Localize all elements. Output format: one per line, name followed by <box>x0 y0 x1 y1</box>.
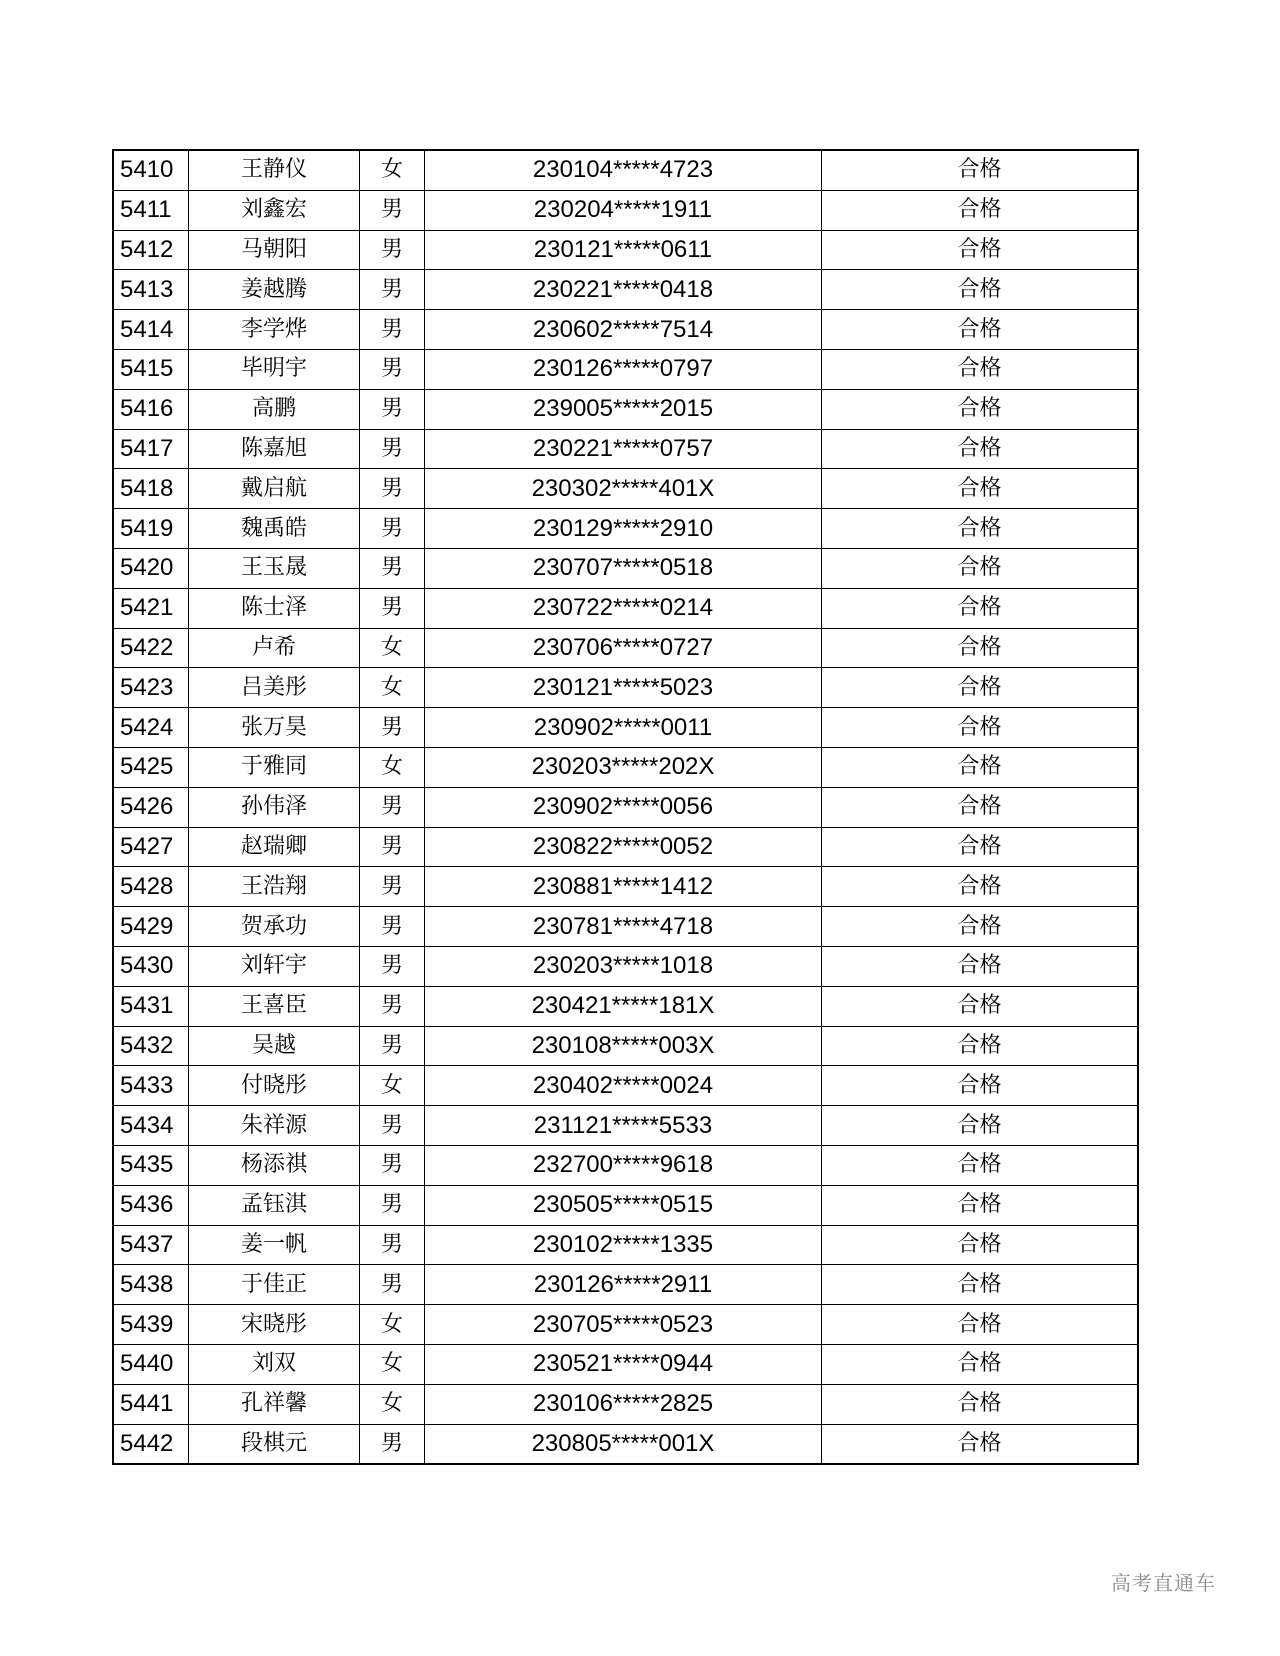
cell-result: 合格 <box>822 946 1139 986</box>
cell-number: 5435 <box>113 1145 189 1185</box>
table-row <box>113 1265 1138 1305</box>
cell-number: 5416 <box>113 389 189 429</box>
table-row <box>113 787 1138 827</box>
table-row <box>113 270 1138 310</box>
cell-id-number: 230722*****0214 <box>425 588 822 628</box>
table-row <box>113 1145 1138 1185</box>
cell-name: 吴越 <box>189 1026 360 1066</box>
cell-number: 5412 <box>113 230 189 270</box>
cell-name: 刘轩宇 <box>189 946 360 986</box>
cell-name: 姜一帆 <box>189 1225 360 1265</box>
table-row <box>113 827 1138 867</box>
cell-result: 合格 <box>822 787 1139 827</box>
table-row <box>113 1384 1138 1424</box>
cell-gender: 男 <box>360 1185 425 1225</box>
table-row <box>113 429 1138 469</box>
cell-gender: 女 <box>360 150 425 190</box>
cell-name: 戴启航 <box>189 469 360 509</box>
table-row <box>113 469 1138 509</box>
cell-number: 5433 <box>113 1066 189 1106</box>
cell-gender: 女 <box>360 668 425 708</box>
cell-name: 王玉晟 <box>189 548 360 588</box>
cell-name: 于雅同 <box>189 747 360 787</box>
cell-id-number: 230204*****1911 <box>425 190 822 230</box>
cell-id-number: 230781*****4718 <box>425 907 822 947</box>
cell-name: 马朝阳 <box>189 230 360 270</box>
table-row <box>113 548 1138 588</box>
cell-result: 合格 <box>822 1145 1139 1185</box>
cell-gender: 女 <box>360 747 425 787</box>
table-row <box>113 310 1138 350</box>
cell-gender: 男 <box>360 787 425 827</box>
cell-name: 高鹏 <box>189 389 360 429</box>
cell-name: 赵瑞卿 <box>189 827 360 867</box>
cell-result: 合格 <box>822 389 1139 429</box>
cell-id-number: 230902*****0056 <box>425 787 822 827</box>
cell-id-number: 232700*****9618 <box>425 1145 822 1185</box>
cell-id-number: 230203*****202X <box>425 747 822 787</box>
cell-id-number: 230707*****0518 <box>425 548 822 588</box>
table-row <box>113 867 1138 907</box>
cell-id-number: 230805*****001X <box>425 1424 822 1464</box>
cell-name: 宋晓彤 <box>189 1305 360 1345</box>
cell-gender: 男 <box>360 548 425 588</box>
cell-number: 5436 <box>113 1185 189 1225</box>
cell-gender: 男 <box>360 469 425 509</box>
cell-name: 贺承功 <box>189 907 360 947</box>
cell-name: 吕美彤 <box>189 668 360 708</box>
cell-id-number: 230102*****1335 <box>425 1225 822 1265</box>
cell-number: 5421 <box>113 588 189 628</box>
cell-number: 5441 <box>113 1384 189 1424</box>
cell-gender: 女 <box>360 1384 425 1424</box>
cell-name: 孟钰淇 <box>189 1185 360 1225</box>
cell-number: 5430 <box>113 946 189 986</box>
cell-number: 5429 <box>113 907 189 947</box>
cell-gender: 男 <box>360 1106 425 1146</box>
cell-number: 5420 <box>113 548 189 588</box>
cell-gender: 男 <box>360 867 425 907</box>
cell-gender: 男 <box>360 509 425 549</box>
cell-number: 5419 <box>113 509 189 549</box>
table-row <box>113 986 1138 1026</box>
table-row <box>113 230 1138 270</box>
table-row <box>113 1185 1138 1225</box>
cell-gender: 男 <box>360 708 425 748</box>
cell-gender: 男 <box>360 907 425 947</box>
cell-result: 合格 <box>822 349 1139 389</box>
cell-number: 5442 <box>113 1424 189 1464</box>
cell-id-number: 239005*****2015 <box>425 389 822 429</box>
cell-gender: 男 <box>360 946 425 986</box>
cell-number: 5432 <box>113 1026 189 1066</box>
cell-result: 合格 <box>822 1265 1139 1305</box>
cell-gender: 女 <box>360 1305 425 1345</box>
cell-result: 合格 <box>822 230 1139 270</box>
cell-result: 合格 <box>822 1106 1139 1146</box>
cell-id-number: 230121*****5023 <box>425 668 822 708</box>
cell-id-number: 230221*****0418 <box>425 270 822 310</box>
cell-number: 5414 <box>113 310 189 350</box>
results-table-body <box>113 150 1138 1464</box>
cell-id-number: 230203*****1018 <box>425 946 822 986</box>
cell-result: 合格 <box>822 270 1139 310</box>
cell-result: 合格 <box>822 1225 1139 1265</box>
cell-name: 王浩翔 <box>189 867 360 907</box>
cell-result: 合格 <box>822 1026 1139 1066</box>
table-row <box>113 668 1138 708</box>
table-row <box>113 588 1138 628</box>
cell-gender: 女 <box>360 1344 425 1384</box>
cell-id-number: 230402*****0024 <box>425 1066 822 1106</box>
cell-id-number: 230706*****0727 <box>425 628 822 668</box>
cell-id-number: 231121*****5533 <box>425 1106 822 1146</box>
cell-result: 合格 <box>822 907 1139 947</box>
cell-number: 5434 <box>113 1106 189 1146</box>
table-row <box>113 389 1138 429</box>
table-row <box>113 1344 1138 1384</box>
table-row <box>113 349 1138 389</box>
cell-number: 5417 <box>113 429 189 469</box>
cell-number: 5426 <box>113 787 189 827</box>
cell-name: 孔祥馨 <box>189 1384 360 1424</box>
cell-number: 5418 <box>113 469 189 509</box>
cell-id-number: 230104*****4723 <box>425 150 822 190</box>
table-row <box>113 1305 1138 1345</box>
cell-result: 合格 <box>822 708 1139 748</box>
cell-result: 合格 <box>822 588 1139 628</box>
cell-result: 合格 <box>822 429 1139 469</box>
cell-result: 合格 <box>822 469 1139 509</box>
cell-name: 刘鑫宏 <box>189 190 360 230</box>
table-row <box>113 747 1138 787</box>
cell-id-number: 230602*****7514 <box>425 310 822 350</box>
cell-number: 5427 <box>113 827 189 867</box>
table-row <box>113 628 1138 668</box>
cell-gender: 男 <box>360 1265 425 1305</box>
cell-result: 合格 <box>822 1424 1139 1464</box>
cell-gender: 男 <box>360 588 425 628</box>
table-row <box>113 150 1138 190</box>
cell-id-number: 230126*****2911 <box>425 1265 822 1305</box>
cell-id-number: 230902*****0011 <box>425 708 822 748</box>
cell-result: 合格 <box>822 986 1139 1026</box>
cell-result: 合格 <box>822 1305 1139 1345</box>
cell-id-number: 230505*****0515 <box>425 1185 822 1225</box>
cell-gender: 女 <box>360 628 425 668</box>
table-row <box>113 1026 1138 1066</box>
cell-result: 合格 <box>822 867 1139 907</box>
cell-number: 5422 <box>113 628 189 668</box>
cell-name: 王静仪 <box>189 150 360 190</box>
table-row <box>113 708 1138 748</box>
results-table <box>112 149 1139 1465</box>
cell-number: 5438 <box>113 1265 189 1305</box>
cell-name: 张万昊 <box>189 708 360 748</box>
cell-result: 合格 <box>822 310 1139 350</box>
cell-gender: 男 <box>360 230 425 270</box>
cell-id-number: 230106*****2825 <box>425 1384 822 1424</box>
cell-name: 毕明宇 <box>189 349 360 389</box>
cell-number: 5431 <box>113 986 189 1026</box>
cell-name: 刘双 <box>189 1344 360 1384</box>
cell-gender: 男 <box>360 389 425 429</box>
cell-name: 李学烨 <box>189 310 360 350</box>
cell-number: 5413 <box>113 270 189 310</box>
cell-result: 合格 <box>822 190 1139 230</box>
cell-result: 合格 <box>822 150 1139 190</box>
cell-name: 付晓彤 <box>189 1066 360 1106</box>
cell-id-number: 230108*****003X <box>425 1026 822 1066</box>
cell-result: 合格 <box>822 1344 1139 1384</box>
cell-id-number: 230421*****181X <box>425 986 822 1026</box>
cell-number: 5423 <box>113 668 189 708</box>
cell-name: 卢希 <box>189 628 360 668</box>
table-row <box>113 946 1138 986</box>
cell-id-number: 230822*****0052 <box>425 827 822 867</box>
cell-gender: 男 <box>360 190 425 230</box>
cell-name: 于佳正 <box>189 1265 360 1305</box>
cell-gender: 男 <box>360 349 425 389</box>
cell-id-number: 230129*****2910 <box>425 509 822 549</box>
cell-result: 合格 <box>822 1384 1139 1424</box>
cell-gender: 男 <box>360 429 425 469</box>
cell-gender: 男 <box>360 1225 425 1265</box>
cell-result: 合格 <box>822 1066 1139 1106</box>
cell-gender: 女 <box>360 1066 425 1106</box>
cell-result: 合格 <box>822 668 1139 708</box>
cell-number: 5428 <box>113 867 189 907</box>
table-row <box>113 509 1138 549</box>
cell-number: 5424 <box>113 708 189 748</box>
cell-number: 5411 <box>113 190 189 230</box>
cell-gender: 男 <box>360 827 425 867</box>
cell-gender: 男 <box>360 1145 425 1185</box>
cell-gender: 男 <box>360 986 425 1026</box>
cell-number: 5439 <box>113 1305 189 1345</box>
cell-number: 5440 <box>113 1344 189 1384</box>
cell-number: 5425 <box>113 747 189 787</box>
cell-name: 段棋元 <box>189 1424 360 1464</box>
cell-result: 合格 <box>822 1185 1139 1225</box>
cell-name: 杨添祺 <box>189 1145 360 1185</box>
cell-result: 合格 <box>822 827 1139 867</box>
table-row <box>113 190 1138 230</box>
watermark: 高考直通车 <box>1111 1571 1216 1595</box>
cell-name: 姜越腾 <box>189 270 360 310</box>
cell-name: 陈士泽 <box>189 588 360 628</box>
table-row <box>113 1225 1138 1265</box>
cell-name: 孙伟泽 <box>189 787 360 827</box>
cell-id-number: 230121*****0611 <box>425 230 822 270</box>
cell-number: 5410 <box>113 150 189 190</box>
cell-result: 合格 <box>822 628 1139 668</box>
cell-id-number: 230881*****1412 <box>425 867 822 907</box>
cell-id-number: 230221*****0757 <box>425 429 822 469</box>
cell-number: 5415 <box>113 349 189 389</box>
cell-name: 朱祥源 <box>189 1106 360 1146</box>
cell-gender: 男 <box>360 270 425 310</box>
table-row <box>113 1424 1138 1464</box>
cell-result: 合格 <box>822 747 1139 787</box>
cell-gender: 男 <box>360 1026 425 1066</box>
cell-id-number: 230126*****0797 <box>425 349 822 389</box>
table-row <box>113 1066 1138 1106</box>
cell-result: 合格 <box>822 548 1139 588</box>
cell-name: 陈嘉旭 <box>189 429 360 469</box>
cell-number: 5437 <box>113 1225 189 1265</box>
cell-id-number: 230705*****0523 <box>425 1305 822 1345</box>
cell-gender: 男 <box>360 1424 425 1464</box>
table-row <box>113 907 1138 947</box>
cell-result: 合格 <box>822 509 1139 549</box>
cell-id-number: 230302*****401X <box>425 469 822 509</box>
cell-name: 王喜臣 <box>189 986 360 1026</box>
cell-gender: 男 <box>360 310 425 350</box>
cell-id-number: 230521*****0944 <box>425 1344 822 1384</box>
cell-name: 魏禹皓 <box>189 509 360 549</box>
table-row <box>113 1106 1138 1146</box>
